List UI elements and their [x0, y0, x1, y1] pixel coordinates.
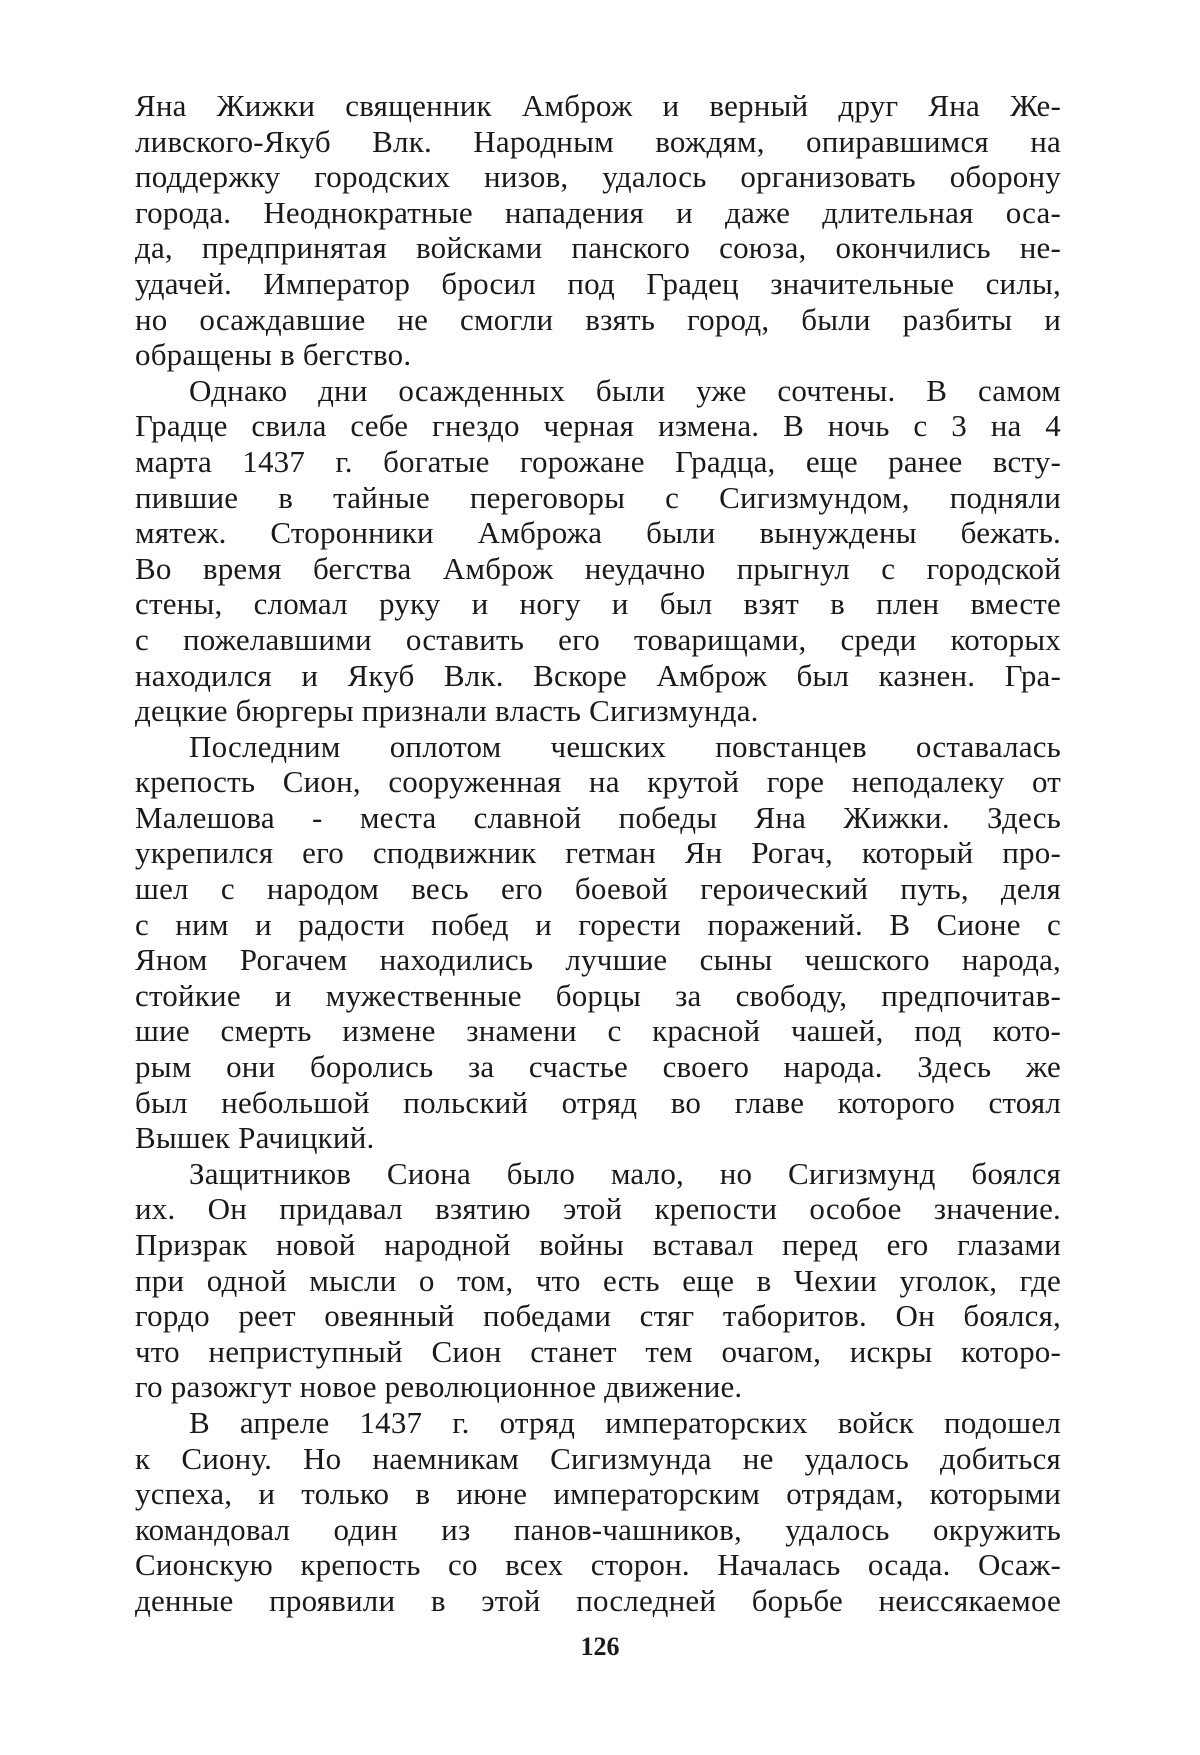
page-number: 126 — [580, 1632, 620, 1661]
text-line: мятеж. Сторонники Амброжа были вынуждены бежать. — [135, 515, 1061, 551]
paragraph — [135, 373, 1061, 729]
paragraph — [135, 88, 1061, 373]
paragraph — [135, 1156, 1061, 1405]
text-line: поддержку городских низов, удалось организовать оборону — [135, 159, 1061, 195]
text-line: к Сиону. Но наемникам Сигизмунда не удалось добиться — [135, 1440, 1061, 1476]
text-line: марта 1437 г. богатые горожане Градца, еще ранее всту- — [135, 443, 1061, 479]
paragraph — [135, 1405, 1061, 1619]
text-line: гордо реет овеянный победами стяг таборитов. Он боялся, — [135, 1298, 1061, 1334]
text-line: Защитников Сиона было мало, но Сигизмунд боялся — [189, 1155, 1061, 1191]
text-line: города. Неоднократные нападения и даже длительная оса- — [135, 194, 1061, 230]
text-line: денные проявили в этой последней борьбе неиссякаемое — [135, 1582, 1061, 1618]
text-line: Яна Жижки священник Амброж и верный друг Яна Же- — [135, 88, 1061, 123]
text-line: Сионскую крепость со всех сторон. Началась осада. Осаж- — [135, 1547, 1061, 1583]
text-line: командовал один из панов-чашников, удалось окружить — [135, 1511, 1061, 1547]
text-line: удачей. Император бросил под Градец значительные силы, — [135, 265, 1061, 301]
text-line: Однако дни осажденных были уже сочтены. В самом — [189, 372, 1061, 408]
text-line: В апреле 1437 г. отряд императорских войск подошел — [189, 1404, 1061, 1440]
text-line: стены, сломал руку и ногу и был взят в плен вместе — [135, 586, 1061, 622]
text-line: с пожелавшими оставить его товарищами, среди которых — [135, 621, 1061, 657]
text-line: успеха, и только в июне императорским отрядам, которыми — [135, 1476, 1061, 1512]
text-line: стойкие и мужественные борцы за свободу, предпочитав- — [135, 977, 1061, 1013]
text-line: был небольшой польский отряд во главе которого стоял — [135, 1084, 1061, 1120]
text-line: го разожгут новое революционное движение. — [135, 1369, 743, 1405]
text-line: децкие бюргеры признали власть Сигизмунда. — [135, 693, 759, 729]
text-line: шие смерть измене знамени с красной чашей, под кото- — [135, 1013, 1061, 1049]
text-line: находился и Якуб Влк. Вскоре Амброж был казнен. Гра- — [135, 657, 1061, 693]
text-line: крепость Сион, сооруженная на крутой горе неподалеку от — [135, 764, 1061, 800]
text-line: Призрак новой народной войны вставал перед его глазами — [135, 1227, 1061, 1262]
page-body — [135, 88, 1061, 1619]
text-line: Малешова - места славной победы Яна Жижки. Здесь — [135, 799, 1061, 835]
text-line: Последним оплотом чешских повстанцев оставалась — [189, 728, 1061, 764]
text-line: шел с народом весь его боевой героический путь, деля — [135, 871, 1061, 907]
text-line: но осаждавшие не смогли взять город, были разбиты и — [135, 301, 1061, 337]
text-line: пившие в тайные переговоры с Сигизмундом, подняли — [135, 479, 1061, 515]
text-line: что неприступный Сион станет тем очагом, искры которо- — [135, 1333, 1061, 1369]
text-line: их. Он придавал взятию этой крепости особое значение. — [135, 1191, 1061, 1227]
text-line: обращены в бегство. — [135, 337, 412, 373]
text-line: укрепился его сподвижник гетман Ян Рогач, который про- — [135, 835, 1061, 871]
text-line: Во время бегства Амброж неудачно прыгнул с городской — [135, 550, 1061, 586]
text-line: Градце свила себе гнездо черная измена. В ночь с 3 на 4 — [135, 408, 1061, 444]
text-line: Яном Рогачем находились лучшие сыны чешского народа, — [135, 942, 1061, 978]
text-line: Вышек Рачицкий. — [135, 1120, 375, 1156]
paragraph — [135, 729, 1061, 1156]
text-line: ливского-Якуб Влк. Народным вождям, опиравшимся на — [135, 123, 1061, 159]
text-line: с ним и радости побед и горести поражений. В Сионе с — [135, 906, 1061, 942]
text-line: при одной мысли о том, что есть еще в Чехии уголок, где — [135, 1262, 1061, 1298]
text-line: рым они боролись за счастье своего народа. Здесь же — [135, 1049, 1061, 1085]
text-line: да, предпринятая войсками панского союза, окончились не- — [135, 230, 1061, 266]
